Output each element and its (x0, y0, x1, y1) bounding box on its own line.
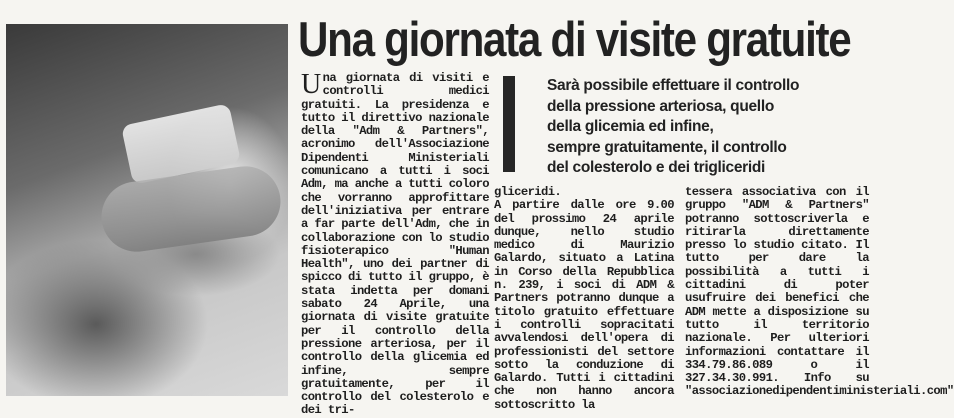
pull-quote-line: del colesterolo e dei trigliceridi (547, 159, 766, 176)
pull-quote-line: Sarà possibile effettuare il controllo (547, 77, 800, 94)
column-2-continuation: gliceridi. (494, 185, 562, 199)
drop-cap: U (301, 69, 321, 100)
pull-quote-bar (503, 76, 515, 172)
pull-quote (547, 76, 862, 179)
pull-quote-line: sempre gratuitamente, il controllo (547, 138, 787, 156)
column-2-text: A partire dalle ore 9.00 del prossimo 24 aprile dunque, nello studio medico di Maurizio Galardo, situato a Latina in Corso della Repubblica n. 239, i soci di ADM & Partners potranno dunque a titolo gratuito effettuare i controlli sopracitati avvalendosi dell'opera di professionisti del settore sotto la conduzione di Galardo. Tutti i cittadini che non hanno ancora sottoscritto la (494, 198, 674, 412)
column-1-text: na giornata di visiti e controlli medici gratuiti. La presidenza e tutto il direttivo nazionale della "Adm & Partners", acronimo dell'Associazione Dipendenti Ministeriali comunicano a tutti i soci Adm, ma anche a tutti coloro che vorranno approfittare dell'iniziativa per entrare a far parte dell'Adm, che in collaborazione con lo studio fisioterapico "Human Health", uno dei partner di spicco di tutto il gruppo, è stata indetta per domani sabato 24 Aprile, una giornata di visite gratuite per il controllo della pressione arteriosa, per il controllo della glicemia ed infine, sempre gratuitamente, per il controllo del colesterolo e dei tri- (301, 71, 489, 418)
article-column-2 (494, 186, 674, 412)
patient-arm (97, 162, 285, 256)
column-3-text: tessera associativa con il gruppo "ADM & Partners" potranno sottoscriverla e ritirarla direttamente presso lo studio citato. Il tutto per dare la possibilità a tutti i cittadini di poter usufruire dei benefici che ADM mette a disposizione su tutto il territorio nazionale. Per ulteriori informazioni contattare il 334.79.86.089 o il 327.34.30.991. Info su "associazionedipendentiministeriali.com" (685, 185, 954, 399)
article-column-1 (301, 69, 489, 418)
article-headline: Una giornata di visite gratuite (298, 13, 851, 67)
article-photo (6, 24, 288, 396)
pull-quote-line: della pressione arteriosa, quello (547, 97, 774, 115)
article-column-3 (685, 185, 954, 399)
pull-quote-line: della glicemia ed infine, (547, 118, 714, 135)
